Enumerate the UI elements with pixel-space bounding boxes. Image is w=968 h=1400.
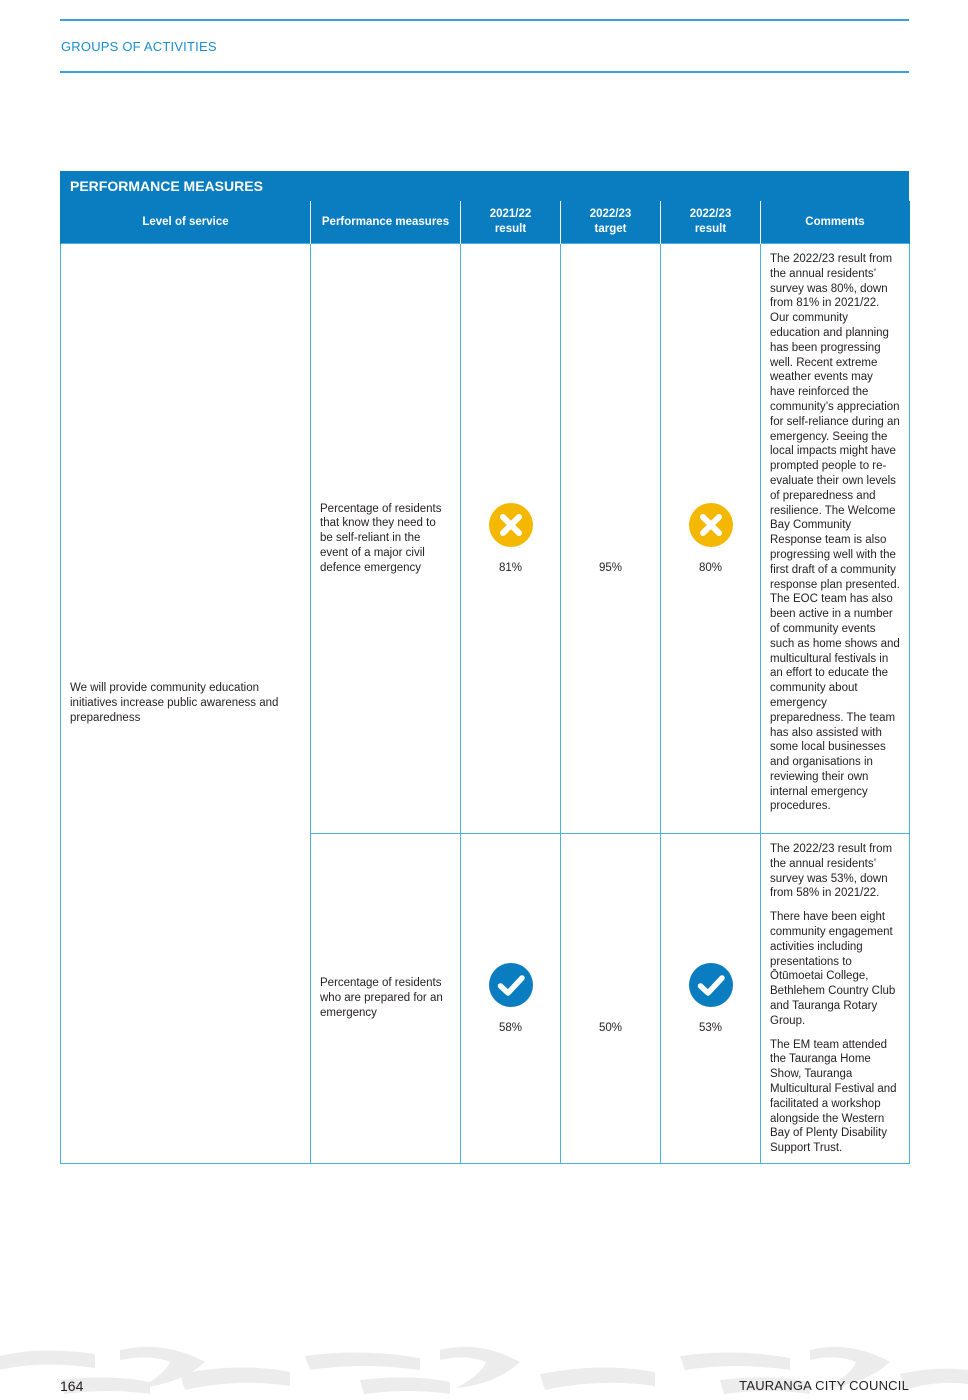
table-row bbox=[61, 244, 910, 834]
prev-result-value: 81% bbox=[498, 561, 523, 574]
result-value: 80% bbox=[698, 561, 723, 574]
header-bottom-rule bbox=[60, 71, 909, 73]
measure-cell: Percentage of residents that know they need to be self-reliant in the event of a major civil defence emergency bbox=[311, 244, 461, 834]
organisation-name: TAURANGA CITY COUNCIL bbox=[739, 1378, 909, 1393]
column-header-result-line2: result bbox=[694, 223, 727, 235]
prev-result-cell bbox=[461, 834, 561, 1164]
prev-result-value: 58% bbox=[498, 1021, 523, 1034]
result-cell bbox=[661, 244, 761, 834]
table-header-row bbox=[61, 201, 910, 244]
column-header-level: Level of service bbox=[61, 201, 311, 244]
column-header-result-line1: 2022/23 bbox=[689, 208, 732, 220]
comment-paragraph: The 2022/23 result from the annual residents’ survey was 80%, down from 81% in 2021/22. Our community education and planning has been progressing well. Recent extreme weather events may have reinforced the community’s appreciation for self-reliance during an emergency. Seeing the local impacts might have prompted people to re-evaluate their own levels of preparedness and resilience. The Welcome Bay Community Response team is also progressing well with the first draft of a community response plan presented. The EOC team has also been active in a number of community events such as home shows and multicultural festivals in an effort to educate the community about emergency preparedness. The team has also assisted with some local businesses and organisations in reviewing their own internal emergency procedures. bbox=[770, 253, 900, 813]
comment-paragraph: The 2022/23 result from the annual residents’ survey was 53%, down from 58% in 2021/22. bbox=[770, 843, 893, 900]
prev-result-cell bbox=[461, 244, 561, 834]
column-header-target-line1: 2022/23 bbox=[589, 208, 632, 220]
column-header-measure: Performance measures bbox=[311, 201, 461, 244]
page-number: 164 bbox=[60, 1378, 84, 1394]
level-of-service-cell: We will provide community education initiatives increase public awareness and preparedness bbox=[61, 244, 311, 1164]
cross-icon bbox=[688, 502, 734, 548]
target-value: 95% bbox=[598, 561, 623, 574]
header-top-rule bbox=[60, 19, 909, 21]
result-value: 53% bbox=[698, 1021, 723, 1034]
column-header-comments: Comments bbox=[761, 201, 910, 244]
comments-cell bbox=[761, 244, 910, 834]
performance-measures-table bbox=[60, 171, 909, 1164]
check-icon bbox=[688, 962, 734, 1008]
column-header-target-line2: target bbox=[594, 223, 627, 235]
column-header-target bbox=[561, 201, 661, 244]
comments-cell bbox=[761, 834, 910, 1164]
column-header-prev-result-line2: result bbox=[494, 223, 527, 235]
target-cell bbox=[561, 244, 661, 834]
cross-icon bbox=[488, 502, 534, 548]
check-icon bbox=[488, 962, 534, 1008]
column-header-prev-result bbox=[461, 201, 561, 244]
column-header-prev-result-line1: 2021/22 bbox=[489, 208, 532, 220]
target-cell bbox=[561, 834, 661, 1164]
column-header-result bbox=[661, 201, 761, 244]
target-value: 50% bbox=[598, 1021, 623, 1034]
table-title: PERFORMANCE MEASURES bbox=[60, 171, 909, 201]
measure-cell: Percentage of residents who are prepared for an emergency bbox=[311, 834, 461, 1164]
comment-paragraph: The EM team attended the Tauranga Home Show, Tauranga Multicultural Festival and facilitated a workshop alongside the Western Bay of Plenty Disability Support Trust. bbox=[770, 1038, 897, 1155]
section-label: GROUPS OF ACTIVITIES bbox=[61, 39, 217, 54]
comment-paragraph: There have been eight community engagement activities including presentations to Ōtūmoetai College, Bethlehem Country Club and Tauranga Rotary Group. bbox=[770, 911, 896, 1027]
result-cell bbox=[661, 834, 761, 1164]
